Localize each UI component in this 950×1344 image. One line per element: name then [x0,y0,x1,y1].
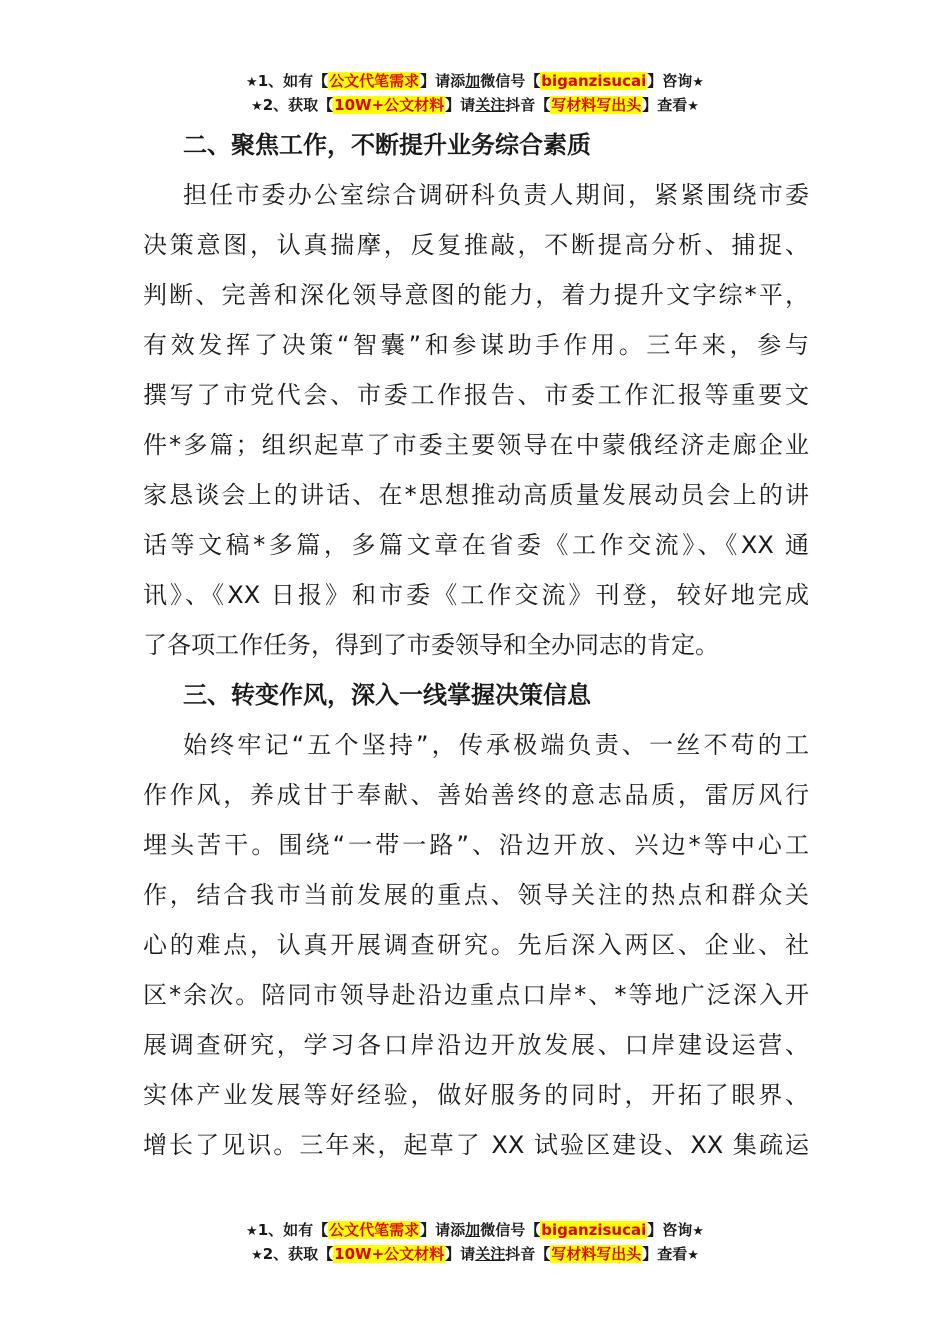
banner-text: 2、获取【 [262,1245,334,1263]
wechat-id: biganzisucai [541,1221,647,1239]
wechat-id: biganzisucai [541,72,647,90]
paragraph-line: 件*多篇；组织起草了市委主要领导在中蒙俄经济走廊企业 [143,431,809,459]
section-heading-2: 二、聚焦工作，不断提升业务综合素质 [183,131,591,159]
banner-text: 】查看 [642,96,688,114]
underlined-text: 加 [465,1221,481,1239]
paragraph-line: 实体产业发展等好经验，做好服务的同时，开拓了眼界、 [143,1081,809,1109]
underlined-text: 关注 [475,96,506,114]
paragraph-line: 增长了见识。三年来，起草了 XX 试验区建设、XX 集疏运 [143,1131,809,1159]
star-icon: ★ [246,75,258,90]
banner-text: 抖音【 [505,1245,551,1263]
banner-text: 】咨询 [647,72,693,90]
paragraph-line: 展调查研究，学习各口岸沿边开放发展、口岸建设运营、 [143,1031,809,1059]
banner-text: 微信号【 [480,72,541,90]
paragraph-line: 家恳谈会上的讲话、在*思想推动高质量发展动员会上的讲 [143,481,809,509]
paragraph-line: 心的难点，认真开展调查研究。先后深入两区、企业、社 [143,931,809,959]
banner-line-1 [0,70,950,94]
banner-line-1 [0,1219,950,1243]
highlight-text: 公文代笔需求 [329,1221,420,1239]
paragraph-line: 作，结合我市当前发展的重点、领导关注的热点和群众关 [143,881,809,909]
paragraph-line: 作作风，养成甘于奉献、善始善终的意志品质，雷厉风行 [143,781,809,809]
paragraph-line: 讯》、《XX 日报》和市委《工作交流》刊登，较好地完成 [143,581,809,609]
banner-text: 】请添 [420,72,466,90]
banner-text: 微信号【 [480,1221,541,1239]
banner-line-2 [0,1243,950,1267]
douyin-account: 写材料写出头 [551,96,642,114]
paragraph-line: 区*余次。陪同市领导赴沿边重点口岸*、*等地广泛深入开 [143,981,809,1009]
paragraph-line: 撰写了市党代会、市委工作报告、市委工作汇报等重要文 [143,381,809,409]
highlight-text: 10W+公文材料 [334,1245,445,1263]
document-body [143,120,809,1170]
paragraph-line: 有效发挥了决策“智囊”和参谋助手作用。三年来，参与 [143,331,809,359]
star-icon: ★ [246,1224,258,1239]
banner-text: 1、如有【 [257,72,329,90]
section-heading-3: 三、转变作风，深入一线掌握决策信息 [183,681,591,709]
paragraph-line: 担任市委办公室综合调研科负责人期间，紧紧围绕市委 [183,181,809,209]
paragraph-line: 判断、完善和深化领导意图的能力，着力提升文字综*平， [143,281,809,309]
star-icon: ★ [687,99,699,114]
star-icon: ★ [251,1248,263,1263]
underlined-text: 关注 [475,1245,506,1263]
banner-text: 】查看 [642,1245,688,1263]
header-banner [0,70,950,118]
paragraph-line: 埋头苦干。围绕“一带一路”、沿边开放、兴边*等中心工 [143,831,809,859]
star-icon: ★ [687,1248,699,1263]
star-icon: ★ [692,75,704,90]
paragraph-line: 始终牢记“五个坚持”，传承极端负责、一丝不苟的工 [183,731,809,759]
highlight-text: 公文代笔需求 [329,72,420,90]
banner-text: 1、如有【 [257,1221,329,1239]
banner-text: 】请添 [420,1221,466,1239]
paragraph-line: 决策意图，认真揣摩，反复推敲，不断提高分析、捕捉、 [143,231,809,259]
star-icon: ★ [692,1224,704,1239]
underlined-text: 加 [465,72,481,90]
douyin-account: 写材料写出头 [551,1245,642,1263]
star-icon: ★ [251,99,263,114]
banner-text: 】咨询 [647,1221,693,1239]
paragraph-line: 话等文稿*多篇，多篇文章在省委《工作交流》、《XX 通 [143,531,809,559]
footer-banner [0,1219,950,1267]
highlight-text: 10W+公文材料 [334,96,445,114]
banner-text: 】请 [445,96,476,114]
paragraph-line: 了各项工作任务，得到了市委领导和全办同志的肯定。 [143,631,719,659]
banner-text: 】请 [445,1245,476,1263]
banner-text: 2、获取【 [262,96,334,114]
banner-text: 抖音【 [505,96,551,114]
banner-line-2 [0,94,950,118]
